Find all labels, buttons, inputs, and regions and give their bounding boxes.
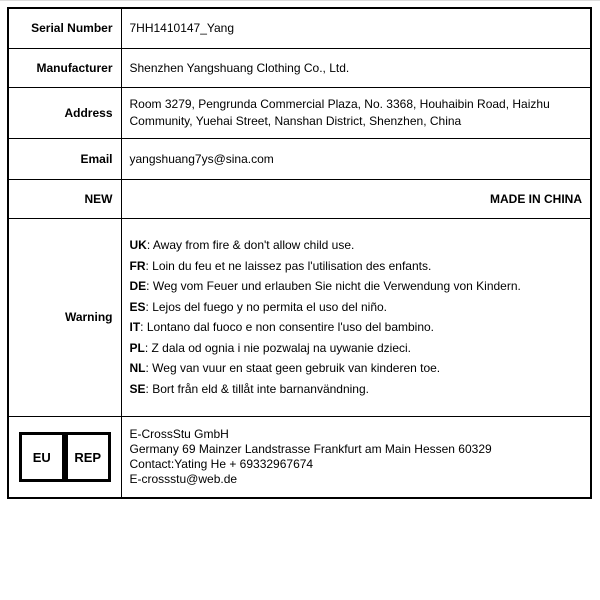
eu-rep-email: E-crossstu@web.de	[129, 472, 238, 486]
eu-rep-details	[121, 417, 591, 499]
serial-number-label: Serial Number	[8, 8, 121, 49]
rep-badge-box: REP	[65, 432, 111, 482]
address-label: Address	[8, 88, 121, 139]
manufacturer-value: Shenzhen Yangshuang Clothing Co., Ltd.	[121, 49, 591, 88]
serial-number-row	[8, 8, 591, 49]
warning-separator: :	[145, 299, 153, 314]
warning-line-nl	[130, 360, 581, 377]
eu-rep-contact: Contact:Yating He + 69332967674	[129, 457, 314, 471]
email-value: yangshuang7ys@sina.com	[121, 139, 591, 180]
warning-text-fr: Loin du feu et ne laissez pas l'utilisation des enfants.	[152, 258, 432, 273]
warning-text-pl: Z dala od ognia i nie pozwalaj na uywanie dzieci.	[151, 340, 412, 355]
warning-line-es	[130, 299, 581, 316]
warning-line-pl	[130, 340, 581, 357]
warning-separator: :	[145, 381, 153, 396]
warning-separator: :	[146, 238, 153, 253]
eu-rep-company: E-CrossStu GmbH	[129, 427, 229, 441]
condition-row	[8, 180, 591, 219]
warning-row	[8, 219, 591, 417]
serial-number-value: 7HH1410147_Yang	[121, 8, 591, 49]
warning-line-uk	[130, 237, 581, 254]
email-row	[8, 139, 591, 180]
warning-separator: :	[145, 258, 153, 273]
warning-code-de: DE	[129, 279, 147, 294]
warning-text-uk: Away from fire & don't allow child use.	[152, 238, 355, 253]
warning-line-it	[130, 319, 581, 336]
warning-text-se: Bort från eld & tillåt inte barnanvändning.	[152, 381, 369, 396]
address-row	[8, 88, 591, 139]
eu-rep-badge	[10, 432, 120, 482]
warning-code-it: IT	[129, 320, 141, 335]
eu-rep-badge-cell	[8, 417, 121, 499]
warning-separator: :	[140, 320, 147, 335]
product-label-table	[7, 7, 592, 499]
warning-label: Warning	[8, 219, 121, 417]
warning-text-es: Lejos del fuego y no permita el uso del niño.	[152, 299, 388, 314]
warning-separator: :	[144, 340, 152, 355]
warning-separator: :	[145, 361, 153, 376]
warning-line-fr	[130, 258, 581, 275]
eu-rep-row	[8, 417, 591, 499]
warning-code-uk: UK	[129, 238, 147, 253]
manufacturer-label: Manufacturer	[8, 49, 121, 88]
warning-code-es: ES	[129, 299, 146, 314]
eu-rep-address: Germany 69 Mainzer Landstrasse Frankfurt am Main Hessen 60329	[129, 442, 492, 456]
manufacturer-row	[8, 49, 591, 88]
warning-code-pl: PL	[129, 340, 145, 355]
warning-line-se	[130, 381, 581, 398]
warning-code-nl: NL	[129, 361, 146, 376]
warning-text-it: Lontano dal fuoco e non consentire l'uso del bambino.	[146, 320, 435, 335]
warning-text-de: Weg vom Feuer und erlauben Sie nicht die Verwendung von Kindern.	[152, 279, 521, 294]
warning-code-fr: FR	[129, 258, 146, 273]
warning-separator: :	[146, 279, 153, 294]
condition-label: NEW	[8, 180, 121, 219]
warning-line-de	[130, 278, 581, 295]
scan-edge-artifact	[0, 0, 600, 1]
email-label: Email	[8, 139, 121, 180]
made-in-china-value: MADE IN CHINA	[121, 180, 591, 219]
warning-list	[121, 219, 591, 417]
eu-badge-box: EU	[19, 432, 65, 482]
warning-code-se: SE	[129, 381, 146, 396]
address-value: Room 3279, Pengrunda Commercial Plaza, No. 3368, Houhaibin Road, Haizhu Community, Yuehai Street, Nanshan District, Shenzhen, China	[121, 88, 591, 139]
warning-text-nl: Weg van vuur en staat geen gebruik van kinderen toe.	[152, 361, 441, 376]
